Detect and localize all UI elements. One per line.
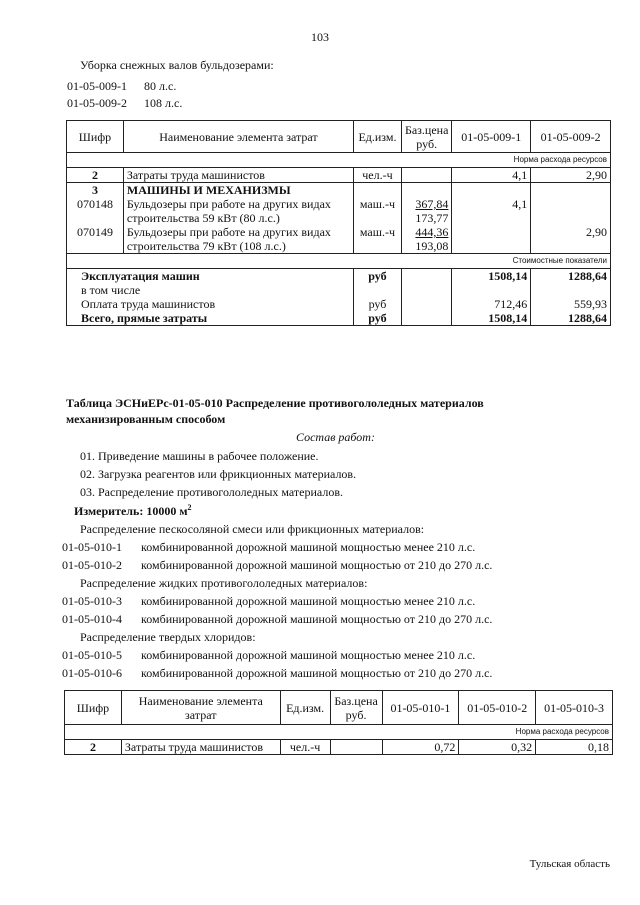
row-value-1: 4,1 — [452, 168, 531, 183]
price-bottom: 193,08 — [415, 239, 449, 253]
row-value-1 — [452, 225, 531, 254]
work-item: 03. Распределение противогололедных материалов. — [80, 485, 343, 499]
cost-row-name: в том числе — [67, 283, 354, 297]
meter-sup: 2 — [187, 503, 192, 512]
header-col2: 01-05-009-2 — [531, 121, 611, 153]
group-item-desc: комбинированной дорожной машиной мощностью менее 210 л.с. — [141, 648, 476, 662]
group-item-code: 01-05-010-1 — [62, 540, 122, 554]
row-value-2 — [531, 197, 611, 225]
norm-label: Норма расхода ресурсов — [67, 153, 611, 168]
header-code: Шифр — [65, 691, 122, 725]
cost-row-value-1: 1508,14 — [452, 311, 531, 326]
meter-text: Измеритель: 10000 м — [74, 504, 188, 518]
group-title: Распределение твердых хлоридов: — [80, 630, 256, 644]
work-item: 02. Загрузка реагентов или фрикционных материалов. — [80, 467, 357, 481]
row-code: 3 — [67, 183, 124, 198]
cost-row-value-2: 559,93 — [531, 297, 611, 311]
row-name: Бульдозеры при работе на других видах строительства 59 кВт (80 л.с.) — [123, 197, 353, 225]
row-value-2: 0,32 — [459, 740, 536, 755]
section1-item-desc: 108 л.с. — [144, 96, 183, 110]
footer-region: Тульская область — [529, 858, 610, 870]
group-item-desc: комбинированной дорожной машиной мощностью менее 210 л.с. — [141, 594, 476, 608]
row-unit: маш.-ч — [353, 197, 401, 225]
row-value-1: 0,72 — [382, 740, 459, 755]
row-code: 2 — [67, 168, 124, 183]
row-price — [330, 740, 382, 755]
row-price — [401, 225, 451, 254]
row-value-2: 2,90 — [531, 225, 611, 254]
cost-row-value-2: 1288,64 — [531, 311, 611, 326]
price-bottom: 173,77 — [415, 211, 449, 225]
header-col3: 01-05-010-3 — [536, 691, 613, 725]
group-item-desc: комбинированной дорожной машиной мощностью от 210 до 270 л.с. — [141, 558, 493, 572]
cost-row-unit: руб — [353, 311, 401, 326]
group-item-code: 01-05-010-4 — [62, 612, 122, 626]
cost-row-name: Оплата труда машинистов — [67, 297, 354, 311]
cost-row-value-2: 1288,64 — [531, 269, 611, 284]
cost-row-unit: руб — [353, 269, 401, 284]
resource-table-2 — [64, 690, 613, 755]
row-price — [401, 197, 451, 225]
cost-label: Стоимостные показатели — [67, 254, 611, 269]
header-price: Баз.цена руб. — [330, 691, 382, 725]
row-code: 2 — [65, 740, 122, 755]
group-item-desc: комбинированной дорожной машиной мощностью от 210 до 270 л.с. — [141, 612, 493, 626]
work-item: 01. Приведение машины в рабочее положение. — [80, 449, 319, 463]
section1-item-code: 01-05-009-1 — [67, 79, 127, 93]
row-unit: чел.-ч — [280, 740, 330, 755]
page-number: 103 — [311, 30, 329, 44]
row-value-1: 4,1 — [452, 197, 531, 225]
resource-table-1 — [66, 120, 611, 326]
group-item-code: 01-05-010-6 — [62, 666, 122, 680]
row-name: Бульдозеры при работе на других видах строительства 79 кВт (108 л.с.) — [123, 225, 353, 254]
header-col2: 01-05-010-2 — [459, 691, 536, 725]
section1-item-code: 01-05-009-2 — [67, 96, 127, 110]
header-col1: 01-05-010-1 — [382, 691, 459, 725]
composition-title: Состав работ: — [296, 430, 375, 444]
row-value-2: 2,90 — [531, 168, 611, 183]
row-code: 070149 — [67, 225, 124, 254]
group-title: Распределение пескосоляной смеси или фрикционных материалов: — [80, 522, 425, 536]
header-name: Наименование элемента затрат — [123, 121, 353, 153]
row-unit: маш.-ч — [353, 225, 401, 254]
cost-row-value-1: 712,46 — [452, 297, 531, 311]
row-value-3: 0,18 — [536, 740, 613, 755]
row-name: МАШИНЫ И МЕХАНИЗМЫ — [123, 183, 353, 198]
cost-row-name: Эксплуатация машин — [67, 269, 354, 284]
row-code: 070148 — [67, 197, 124, 225]
row-name: Затраты труда машинистов — [123, 168, 353, 183]
section2-title-cont: механизированным способом — [66, 412, 226, 426]
section1-item-desc: 80 л.с. — [144, 79, 177, 93]
section1-title: Уборка снежных валов бульдозерами: — [80, 58, 274, 72]
price-top: 444,36 — [415, 225, 449, 239]
section2-title: Таблица ЭСНиЕРс-01-05-010 Распределение противогололедных материалов — [66, 396, 484, 410]
header-unit: Ед.изм. — [353, 121, 401, 153]
cost-row-value-1: 1508,14 — [452, 269, 531, 284]
header-code: Шифр — [67, 121, 124, 153]
header-name: Наименование элемента затрат — [121, 691, 280, 725]
group-item-desc: комбинированной дорожной машиной мощностью от 210 до 270 л.с. — [141, 666, 493, 680]
group-item-desc: комбинированной дорожной машиной мощностью менее 210 л.с. — [141, 540, 476, 554]
row-name: Затраты труда машинистов — [121, 740, 280, 755]
group-title: Распределение жидких противогололедных материалов: — [80, 576, 368, 590]
cost-row-name: Всего, прямые затраты — [67, 311, 354, 326]
row-unit: чел.-ч — [353, 168, 401, 183]
cost-row-unit: руб — [353, 297, 401, 311]
meter-label — [74, 503, 192, 519]
row-price — [401, 168, 451, 183]
group-item-code: 01-05-010-3 — [62, 594, 122, 608]
norm-label: Норма расхода ресурсов — [65, 725, 613, 740]
header-unit: Ед.изм. — [280, 691, 330, 725]
header-col1: 01-05-009-1 — [452, 121, 531, 153]
price-top: 367,84 — [415, 197, 449, 211]
header-price: Баз.цена руб. — [401, 121, 451, 153]
group-item-code: 01-05-010-2 — [62, 558, 122, 572]
group-item-code: 01-05-010-5 — [62, 648, 122, 662]
